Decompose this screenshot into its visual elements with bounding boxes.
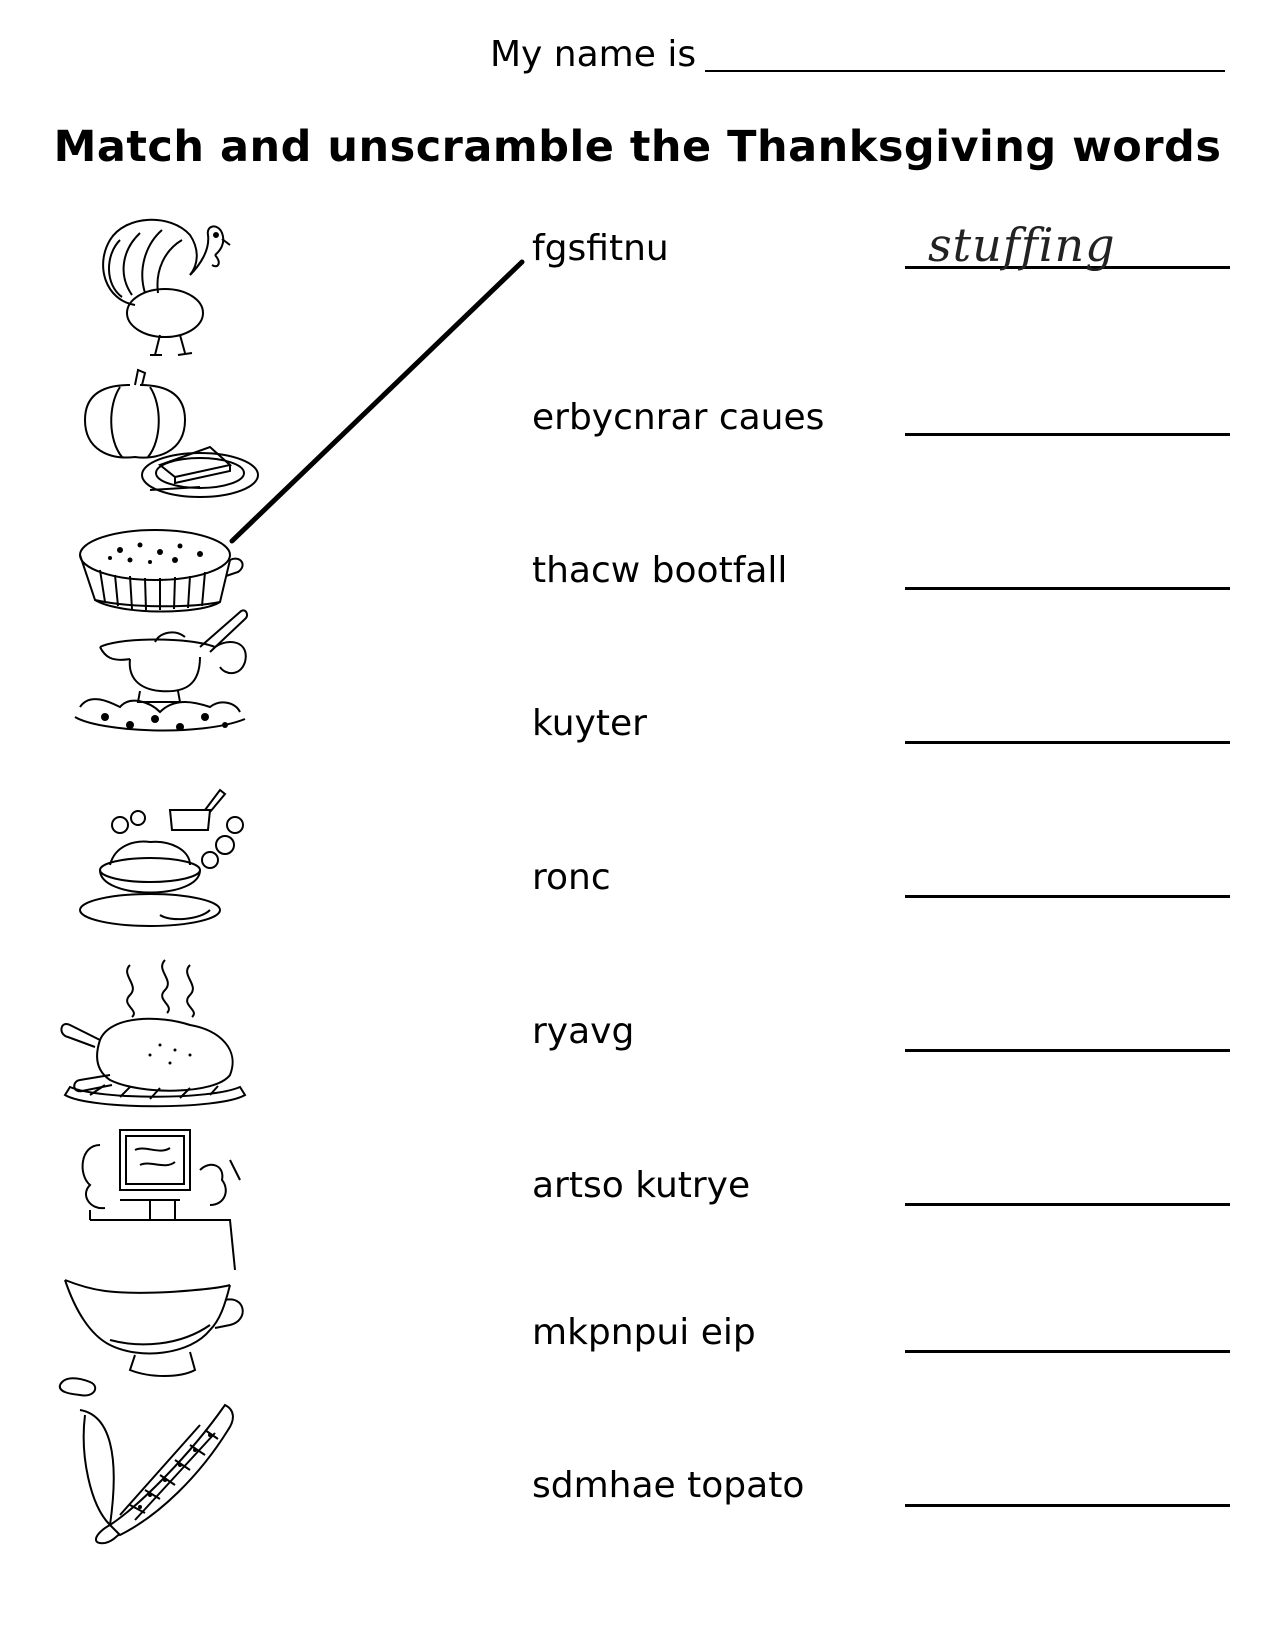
scrambled-word-3: thacw bootfall	[532, 550, 788, 591]
page-title: Match and unscramble the Thanksgiving words	[53, 122, 1222, 172]
answer-line-9[interactable]	[905, 1504, 1230, 1507]
stuffing-dish-icon	[50, 520, 250, 620]
mashed-potato-icon	[50, 770, 250, 930]
scrambled-word-8: mkpnpui eip	[532, 1312, 756, 1353]
corn-icon	[50, 1395, 250, 1545]
answer-1: stuffing	[928, 218, 1116, 272]
scrambled-word-9: sdmhae topato	[532, 1465, 805, 1506]
roast-turkey-icon	[50, 955, 250, 1115]
answer-line-5[interactable]	[905, 895, 1230, 898]
cranberry-sauce-icon	[50, 607, 260, 757]
turkey-icon	[50, 205, 250, 365]
watch-football-icon	[50, 1120, 250, 1270]
answer-line-3[interactable]	[905, 587, 1230, 590]
scrambled-word-2: erbycnrar caues	[532, 397, 825, 438]
answer-line-7[interactable]	[905, 1203, 1230, 1206]
answer-line-6[interactable]	[905, 1049, 1230, 1052]
name-label: My name is	[490, 34, 697, 75]
answer-line-4[interactable]	[905, 741, 1230, 744]
scrambled-word-1: fgsfitnu	[532, 228, 669, 269]
gravy-boat-icon	[50, 1270, 250, 1410]
scrambled-word-5: ronc	[532, 857, 611, 898]
answer-line-2[interactable]	[905, 433, 1230, 436]
scrambled-word-4: kuyter	[532, 703, 647, 744]
scrambled-word-7: artso kutrye	[532, 1165, 751, 1206]
scrambled-word-6: ryavg	[532, 1011, 635, 1052]
pumpkin-pie-icon	[50, 365, 260, 505]
answer-line-8[interactable]	[905, 1350, 1230, 1353]
